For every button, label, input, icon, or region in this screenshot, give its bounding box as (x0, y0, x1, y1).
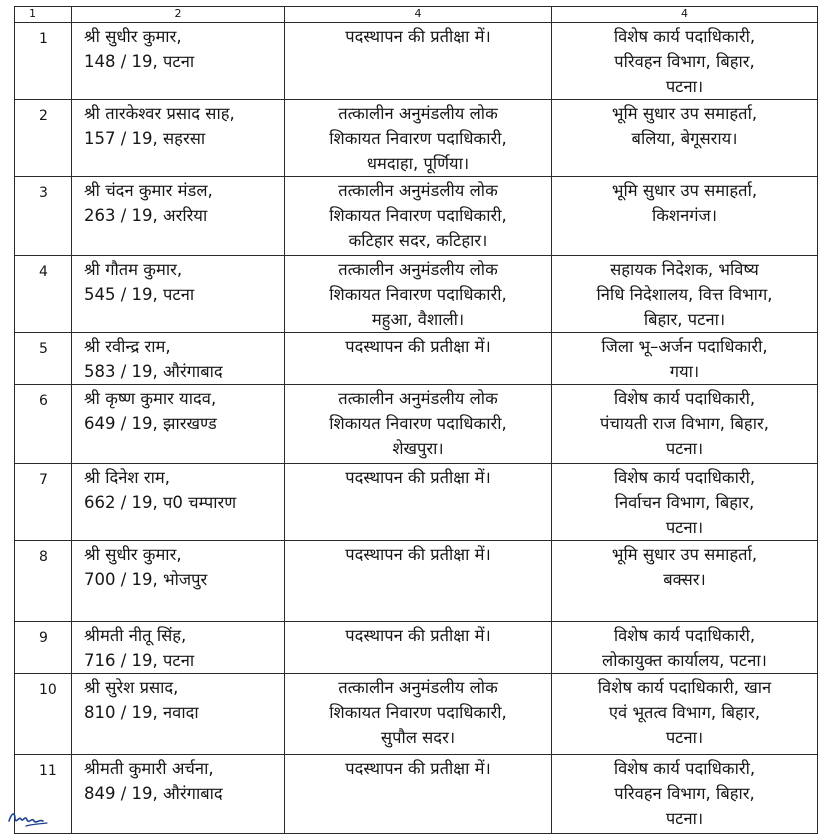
cell-line: तत्कालीन अनुमंडलीय लोक (338, 104, 498, 123)
new-posting-cell (552, 622, 818, 674)
table-row (15, 541, 818, 622)
officer-name-cell (72, 755, 285, 834)
serial-number-cell: 8 (15, 541, 72, 622)
cell-line: 700 / 19, भोजपुर (84, 570, 208, 589)
serial-number-cell: 5 (15, 333, 72, 385)
current-status-cell (285, 755, 552, 834)
cell-line: पदस्थापन की प्रतीक्षा में। (345, 759, 491, 778)
cell-line: शिकायत निवारण पदाधिकारी, (329, 285, 507, 304)
cell-line: भूमि सुधार उप समाहर्ता, (611, 181, 758, 200)
table-row (15, 177, 818, 256)
cell-line: पटना। (665, 809, 704, 828)
new-posting-cell (552, 23, 818, 100)
cell-line: पटना। (665, 77, 704, 96)
cell-line: परिवहन विभाग, बिहार, (614, 52, 755, 71)
header-row (15, 7, 818, 23)
table-row (15, 674, 818, 755)
officer-name-cell (72, 23, 285, 100)
cell-line: तत्कालीन अनुमंडलीय लोक (338, 260, 498, 279)
table-row (15, 464, 818, 541)
cell-line: 716 / 19, पटना (84, 651, 195, 670)
cell-line: पदस्थापन की प्रतीक्षा में। (345, 545, 491, 564)
cell-line: धमदाहा, पूर्णिया। (366, 154, 470, 173)
cell-line: लोकायुक्त कार्यालय, पटना। (602, 651, 767, 670)
cell-line: कटिहार सदर, कटिहार। (348, 231, 488, 250)
cell-line: पदस्थापन की प्रतीक्षा में। (345, 27, 491, 46)
cell-line: महुआ, वैशाली। (371, 310, 465, 329)
officer-name-cell (72, 177, 285, 256)
cell-line: तत्कालीन अनुमंडलीय लोक (338, 181, 498, 200)
cell-line: भूमि सुधार उप समाहर्ता, (611, 545, 758, 564)
officer-name-cell (72, 464, 285, 541)
cell-line: 583 / 19, औरंगाबाद (84, 362, 223, 381)
cell-line: 263 / 19, अररिया (84, 206, 208, 225)
cell-line: 849 / 19, औरंगाबाद (84, 784, 223, 803)
cell-line: निधि निदेशालय, वित्त विभाग, (596, 285, 773, 304)
cell-line: श्री चंदन कुमार मंडल, (84, 181, 213, 200)
new-posting-cell (552, 755, 818, 834)
new-posting-cell (552, 100, 818, 177)
cell-line: विशेष कार्य पदाधिकारी, (613, 389, 756, 408)
cell-line: श्रीमती कुमारी अर्चना, (84, 759, 214, 778)
current-status-cell (285, 23, 552, 100)
current-status-cell (285, 100, 552, 177)
cell-line: गया। (669, 362, 700, 381)
new-posting-cell (552, 464, 818, 541)
serial-number-cell: 10 (15, 674, 72, 755)
cell-line: शेखपुरा। (392, 439, 444, 458)
cell-line: पदस्थापन की प्रतीक्षा में। (345, 337, 491, 356)
officer-name-cell (72, 333, 285, 385)
cell-line: जिला भू–अर्जन पदाधिकारी, (601, 337, 768, 356)
current-status-cell (285, 177, 552, 256)
serial-number-cell: 2 (15, 100, 72, 177)
cell-line: श्री दिनेश राम, (84, 468, 170, 487)
cell-line: शिकायत निवारण पदाधिकारी, (329, 129, 507, 148)
header-cell-new-posting: 4 (552, 7, 818, 23)
cell-line: तत्कालीन अनुमंडलीय लोक (338, 678, 498, 697)
current-status-cell (285, 385, 552, 464)
cell-line: परिवहन विभाग, बिहार, (614, 784, 755, 803)
cell-line: पदस्थापन की प्रतीक्षा में। (345, 468, 491, 487)
serial-number-cell: 6 (15, 385, 72, 464)
cell-line: श्री सुधीर कुमार, (84, 545, 182, 564)
cell-line: पटना। (665, 518, 704, 537)
new-posting-cell (552, 674, 818, 755)
table-row (15, 23, 818, 100)
serial-number-cell: 4 (15, 256, 72, 333)
cell-line: 810 / 19, नवादा (84, 703, 199, 722)
new-posting-cell (552, 256, 818, 333)
cell-line: बक्सर। (663, 570, 706, 589)
cell-line: 157 / 19, सहरसा (84, 129, 206, 148)
cell-line: श्री रवीन्द्र राम, (84, 337, 171, 356)
cell-line: भूमि सुधार उप समाहर्ता, (611, 104, 758, 123)
cell-line: बलिया, बेगूसराय। (631, 129, 738, 148)
table-row (15, 100, 818, 177)
cell-line: पदस्थापन की प्रतीक्षा में। (345, 626, 491, 645)
current-status-cell (285, 256, 552, 333)
posting-table (14, 6, 818, 834)
current-status-cell (285, 674, 552, 755)
cell-line: 662 / 19, प0 चम्पारण (84, 493, 237, 512)
table-row (15, 256, 818, 333)
cell-line: श्री कृष्ण कुमार यादव, (84, 389, 217, 408)
cell-line: श्री गौतम कुमार, (84, 260, 183, 279)
cell-line: श्री तारकेश्वर प्रसाद साह, (84, 104, 235, 123)
cell-line: पटना। (665, 728, 704, 747)
cell-line: सुपौल सदर। (380, 728, 456, 747)
cell-line: 649 / 19, झारखण्ड (84, 414, 217, 433)
officer-name-cell (72, 674, 285, 755)
officer-name-cell (72, 622, 285, 674)
cell-line: तत्कालीन अनुमंडलीय लोक (338, 389, 498, 408)
table-row (15, 333, 818, 385)
handwritten-signature (6, 806, 52, 828)
cell-line: विशेष कार्य पदाधिकारी, (613, 759, 756, 778)
serial-number-cell: 3 (15, 177, 72, 256)
header-cell-serial: 1 (15, 7, 72, 23)
cell-line: विशेष कार्य पदाधिकारी, (613, 27, 756, 46)
cell-line: शिकायत निवारण पदाधिकारी, (329, 414, 507, 433)
header-cell-name: 2 (72, 7, 285, 23)
current-status-cell (285, 464, 552, 541)
cell-line: श्री सुरेश प्रसाद, (84, 678, 179, 697)
cell-line: विशेष कार्य पदाधिकारी, (613, 626, 756, 645)
cell-line: निर्वाचन विभाग, बिहार, (614, 493, 755, 512)
cell-line: शिकायत निवारण पदाधिकारी, (329, 206, 507, 225)
table-row (15, 385, 818, 464)
cell-line: श्रीमती नीतू सिंह, (84, 626, 187, 645)
officer-name-cell (72, 541, 285, 622)
serial-number-cell: 11 (15, 755, 72, 834)
cell-line: एवं भूतत्व विभाग, बिहार, (608, 703, 761, 722)
officer-name-cell (72, 256, 285, 333)
serial-number-cell: 9 (15, 622, 72, 674)
cell-line: पंचायती राज विभाग, बिहार, (600, 414, 769, 433)
table-row (15, 622, 818, 674)
current-status-cell (285, 541, 552, 622)
cell-line: श्री सुधीर कुमार, (84, 27, 182, 46)
serial-number-cell: 7 (15, 464, 72, 541)
cell-line: शिकायत निवारण पदाधिकारी, (329, 703, 507, 722)
cell-line: 545 / 19, पटना (84, 285, 195, 304)
header-cell-current-post: 4 (285, 7, 552, 23)
officer-name-cell (72, 100, 285, 177)
new-posting-cell (552, 177, 818, 256)
cell-line: पटना। (665, 439, 704, 458)
cell-line: सहायक निदेशक, भविष्य (610, 260, 759, 279)
table-row (15, 755, 818, 834)
new-posting-cell (552, 385, 818, 464)
cell-line: बिहार, पटना। (643, 310, 726, 329)
cell-line: विशेष कार्य पदाधिकारी, (613, 468, 756, 487)
new-posting-cell (552, 541, 818, 622)
new-posting-cell (552, 333, 818, 385)
officer-name-cell (72, 385, 285, 464)
current-status-cell (285, 333, 552, 385)
current-status-cell (285, 622, 552, 674)
cell-line: किशनगंज। (651, 206, 718, 225)
cell-line: 148 / 19, पटना (84, 52, 195, 71)
serial-number-cell: 1 (15, 23, 72, 100)
cell-line: विशेष कार्य पदाधिकारी, खान (597, 678, 772, 697)
